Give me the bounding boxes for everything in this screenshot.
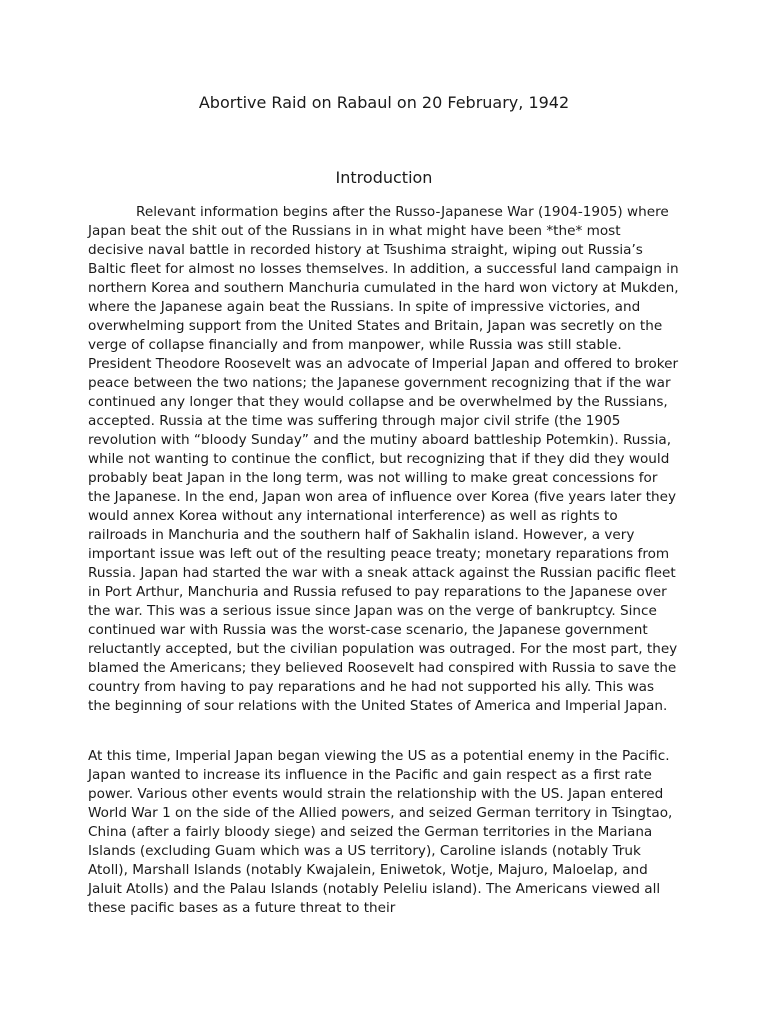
body-paragraph-2: At this time, Imperial Japan began viewing the US as a potential enemy in the Pacific. Japan wanted to increase its influence in the Pacific and gain respect as a first rate power. Various other events would strain the relationship with the US. Japan entered World War 1 on the side of the Allied powers, and seized German territory in Tsingtao, China (after a fairly bloody siege) and seized the German territories in the Mariana Islands (excluding Guam which was a US territory), Caroline islands (notably Truk Atoll), Marshall Islands (notably Kwajalein, Eniwetok, Wotje, Majuro, Maloelap, and Jaluit Atolls) and the Palau Islands (notably Peleliu island). The Americans viewed all these pacific bases as a future threat to their bbox=[88, 748, 673, 916]
body-paragraph-1: Relevant information begins after the Russo-Japanese War (1904-1905) where Japan beat the shit out of the Russians in in what might have been *the* most decisive naval battle in recorded history at Tsushima straight, wiping out Russia’s Baltic fleet for almost no losses themselves. In addition, a successful land campaign in northern Korea and southern Manchuria cumulated in the hard won victory at Mukden, where the Japanese again beat the Russians. In spite of impressive victories, and overwhelming support from the United States and Britain, Japan was secretly on the verge of collapse financially and from manpower, while Russia was still stable. President Theodore Roosevelt was an advocate of Imperial Japan and offered to broker peace between the two nations; the Japanese government recognizing that if the war continued any longer that they would collapse and be overwhelmed by the Russians, accepted. Russia at the time was suffering through major civil strife (the 1905 revolution with “bloody Sunday” and the mutiny aboard battleship Potemkin). Russia, while not wanting to continue the conflict, but recognizing that if they did they would probably beat Japan in the long term, was not willing to make great concessions for the Japanese. In the end, Japan won area of influence over Korea (five years later they would annex Korea without any international interference) as well as rights to railroads in Manchuria and the southern half of Sakhalin island. However, a very important issue was left out of the resulting peace treaty; monetary reparations from Russia. Japan had started the war with a sneak attack against the Russian pacific fleet in Port Arthur, Manchuria and Russia refused to pay reparations to the Japanese over the war. This was a serious issue since Japan was on the verge of bankruptcy. Since continued war with Russia was the worst-case scenario, the Japanese government reluctantly accepted, but the civilian population was outraged. For the most part, they blamed the Americans; they believed Roosevelt had conspired with Russia to save the country from having to pay reparations and he had not supported his ally. This was the beginning of sour relations with the United States of America and Imperial Japan. bbox=[88, 204, 679, 714]
section-heading-introduction: Introduction bbox=[335, 168, 433, 187]
document-title: Abortive Raid on Rabaul on 20 February, 1942 bbox=[198, 93, 570, 112]
